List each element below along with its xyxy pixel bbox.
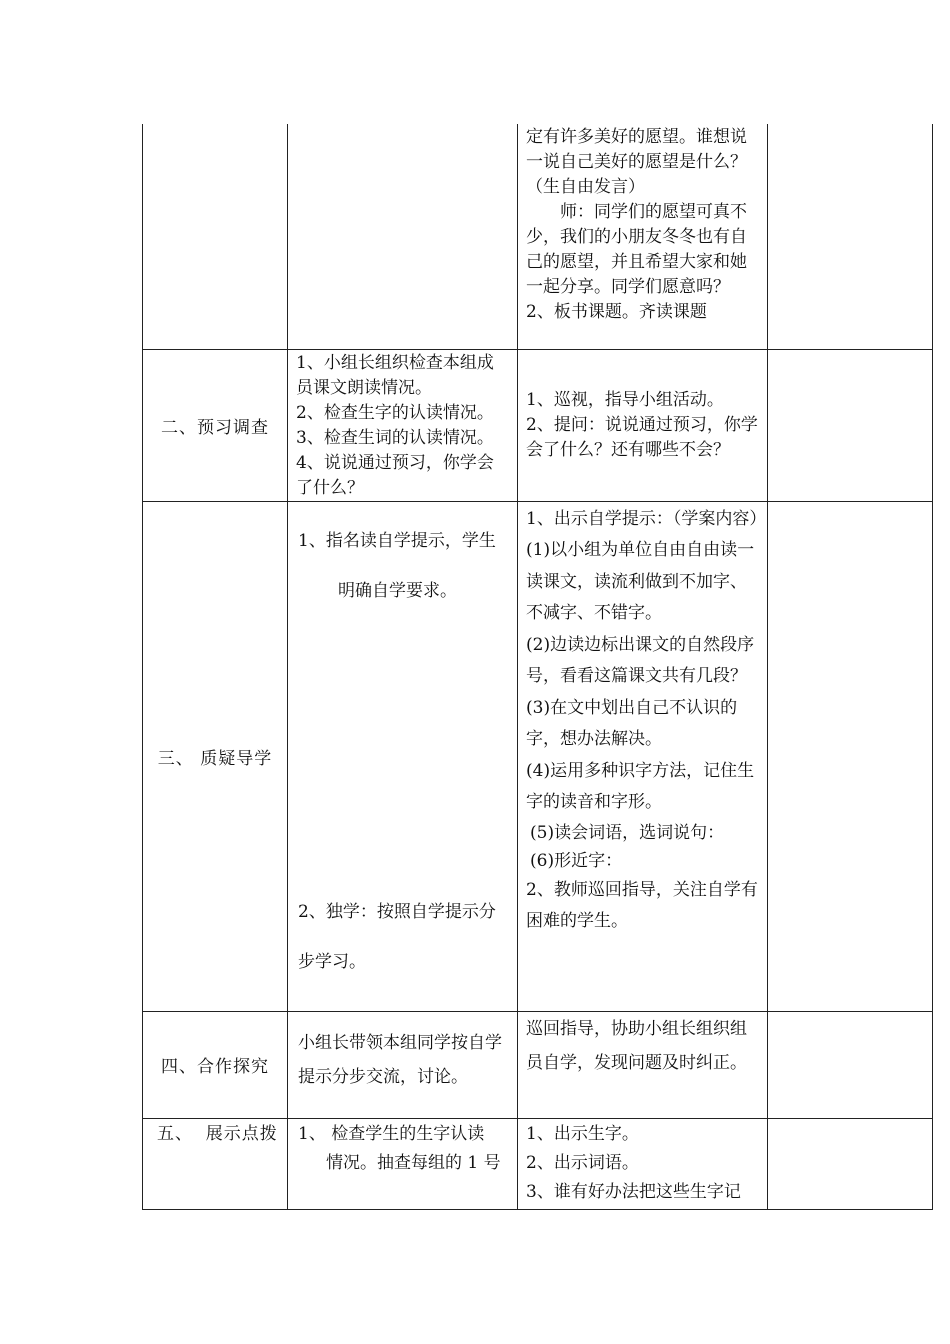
student-text: 1、 检查学生的生字认读 bbox=[298, 1123, 485, 1144]
step-cell bbox=[143, 124, 288, 349]
teacher-text: 3、谁有好办法把这些生字记 bbox=[526, 1181, 741, 1202]
teacher-text: (1)以小组为单位自由自由读一读课文，读流利做到不加字、不减字、不错字。 bbox=[526, 540, 755, 623]
notes-cell bbox=[768, 1118, 933, 1209]
step-label: 二、预习调查 bbox=[161, 417, 269, 438]
step-label: 五、 展示点拨 bbox=[157, 1123, 278, 1144]
table-row bbox=[143, 501, 933, 1011]
student-text: 1、指名读自学提示，学生 bbox=[298, 530, 496, 551]
notes-cell bbox=[768, 124, 933, 349]
teacher-text: (4)运用多种识字方法，记住生字的读音和字形。 bbox=[526, 760, 755, 812]
lesson-plan-table bbox=[142, 124, 933, 1210]
step-cell bbox=[143, 501, 288, 1011]
teacher-text: (6)形近字： bbox=[530, 850, 623, 871]
student-activity-cell bbox=[288, 124, 518, 349]
step-label: 四、合作探究 bbox=[161, 1057, 269, 1077]
student-text: 2、独学：按照自学提示分步学习。 bbox=[298, 901, 496, 972]
teacher-text: 2、出示词语。 bbox=[526, 1152, 639, 1173]
teacher-activity-cell bbox=[518, 349, 768, 501]
student-text: 2、检查生字的认读情况。 bbox=[296, 402, 494, 423]
student-activity-cell bbox=[288, 349, 518, 501]
teacher-text: 1、出示自学提示：（学案内容） bbox=[526, 508, 767, 529]
notes-cell bbox=[768, 501, 933, 1011]
teacher-text: 定有许多美好的愿望。谁想说一说自己美好的愿望是什么？（生自由发言） bbox=[526, 127, 747, 197]
teacher-text: (5)读会词语，选词说句： bbox=[530, 822, 725, 843]
teacher-text: 1、巡视，指导小组活动。 bbox=[526, 389, 724, 410]
student-activity-cell bbox=[288, 1118, 518, 1209]
step-label: 三、 质疑导学 bbox=[157, 748, 273, 769]
student-text: 4、说说通过预习，你学会了什么？ bbox=[296, 452, 494, 498]
student-text: 1、小组长组织检查本组成员课文朗读情况。 bbox=[296, 352, 494, 398]
step-cell bbox=[143, 1118, 288, 1209]
student-text: 小组长带领本组同学按自学提示分步交流，讨论。 bbox=[298, 1032, 502, 1087]
teacher-activity-cell bbox=[518, 501, 768, 1011]
table-row bbox=[143, 124, 933, 349]
teacher-text: 2、提问：说说通过预习，你学会了什么？还有哪些不会？ bbox=[526, 414, 758, 460]
teacher-text: 2、教师巡回指导，关注自学有困难的学生。 bbox=[526, 879, 758, 931]
teacher-text: (3)在文中划出自己不认识的字，想办法解决。 bbox=[526, 697, 738, 749]
student-text: 明确自学要求。 bbox=[338, 580, 457, 601]
table-row bbox=[143, 349, 933, 501]
student-text: 3、检查生词的认读情况。 bbox=[296, 427, 494, 448]
notes-cell bbox=[768, 1011, 933, 1118]
table-row bbox=[143, 1011, 933, 1118]
table-row bbox=[143, 1118, 933, 1209]
student-text: 情况。抽查每组的 1 号 bbox=[326, 1152, 501, 1173]
step-cell bbox=[143, 1011, 288, 1118]
student-activity-cell bbox=[288, 501, 518, 1011]
step-cell bbox=[143, 349, 288, 501]
teacher-text: 巡回指导，协助小组长组织组员自学，发现问题及时纠正。 bbox=[526, 1018, 747, 1073]
teacher-activity-cell bbox=[518, 124, 768, 349]
teacher-text: (2)边读边标出课文的自然段序号，看看这篇课文共有几段？ bbox=[526, 634, 755, 686]
teacher-text: 1、出示生字。 bbox=[526, 1123, 639, 1144]
teacher-activity-cell bbox=[518, 1011, 768, 1118]
teacher-activity-cell bbox=[518, 1118, 768, 1209]
teacher-text: 师：同学们的愿望可真不少，我们的小朋友冬冬也有自己的愿望，并且希望大家和她一起分享。同学们愿意吗？ 2、板书课题。齐读课题 bbox=[526, 202, 747, 322]
student-activity-cell bbox=[288, 1011, 518, 1118]
notes-cell bbox=[768, 349, 933, 501]
